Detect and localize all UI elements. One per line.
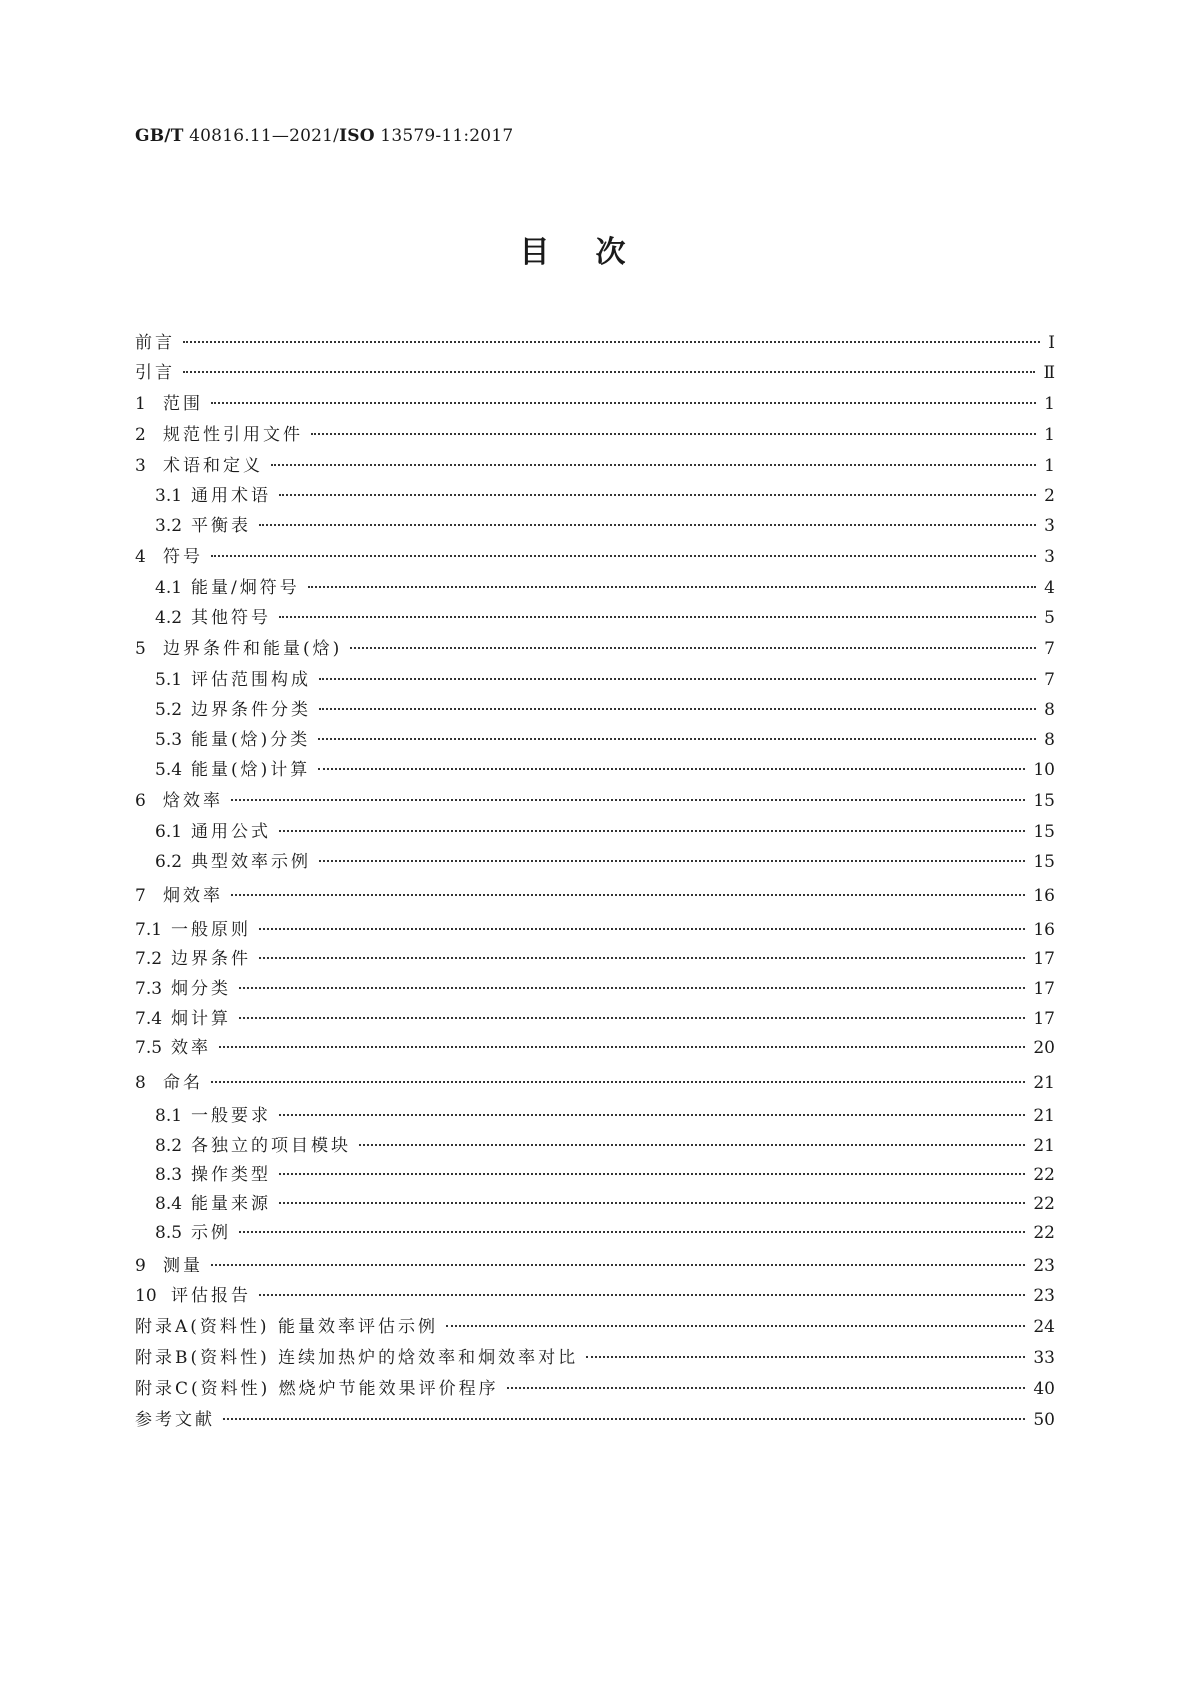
toc-entry[interactable] (135, 483, 1055, 509)
toc-entry[interactable] (135, 605, 1055, 631)
toc-text: 附录B(资料性) 连续加热炉的焓效率和炯效率对比 (135, 1348, 579, 1368)
toc-number: 9 (135, 1256, 146, 1276)
toc-entry[interactable] (135, 544, 1055, 570)
toc-entry[interactable] (135, 946, 1055, 972)
toc-number: 7.1 (135, 920, 163, 940)
toc-text: 规范性引用文件 (163, 425, 303, 445)
toc-page: 15 (1033, 822, 1055, 842)
toc-entry[interactable] (135, 1006, 1055, 1032)
toc-page: 3 (1044, 547, 1055, 567)
toc-text: 符号 (163, 547, 203, 567)
toc-text: 附录A(资料性) 能量效率评估示例 (135, 1317, 438, 1337)
toc-page: 40 (1033, 1379, 1055, 1399)
toc-number: 4 (135, 547, 146, 567)
toc-page: 15 (1033, 791, 1055, 811)
toc-entry[interactable] (135, 1407, 1055, 1433)
toc-entry[interactable] (135, 575, 1055, 601)
toc-text: 炯效率 (163, 886, 223, 906)
toc-number: 3.2 (155, 516, 183, 536)
toc-page: 5 (1044, 608, 1055, 628)
toc-text: 边界条件和能量(焓) (163, 639, 343, 659)
toc-entry[interactable] (135, 1345, 1055, 1371)
toc-text: 炯分类 (171, 979, 231, 999)
toc-entry[interactable] (135, 1133, 1055, 1159)
toc-number: 1 (135, 394, 146, 414)
standard-number (135, 126, 513, 146)
std-iso: ISO (339, 126, 375, 146)
toc-page: 16 (1033, 886, 1055, 906)
toc-page: 15 (1033, 852, 1055, 872)
toc-entry[interactable] (135, 1253, 1055, 1279)
toc-page: 8 (1044, 700, 1055, 720)
toc-text: 前言 (135, 333, 175, 353)
toc-number: 3 (135, 456, 146, 476)
toc-number: 5 (135, 639, 146, 659)
toc-entry[interactable] (135, 330, 1055, 356)
toc-text: 一般要求 (191, 1106, 271, 1126)
toc-number: 8.4 (155, 1194, 183, 1214)
toc-text: 能量/炯符号 (191, 578, 300, 598)
toc-number: 8.1 (155, 1106, 183, 1126)
toc-number: 7.4 (135, 1009, 163, 1029)
toc-page: 8 (1044, 730, 1055, 750)
toc-entry[interactable] (135, 360, 1055, 386)
toc-page: 1 (1044, 425, 1055, 445)
toc-entry[interactable] (135, 1035, 1055, 1061)
toc-number: 4.1 (155, 578, 183, 598)
toc-text: 通用公式 (191, 822, 271, 842)
toc-page: 16 (1033, 920, 1055, 940)
toc-text: 通用术语 (191, 486, 271, 506)
toc-text: 操作类型 (191, 1165, 271, 1185)
toc-number: 7.3 (135, 979, 163, 999)
toc-page: 20 (1033, 1038, 1055, 1058)
toc-page: 17 (1033, 1009, 1055, 1029)
toc-text: 边界条件 (171, 949, 251, 969)
toc-entry[interactable] (135, 636, 1055, 662)
toc-page: 17 (1033, 979, 1055, 999)
toc-number: 8.5 (155, 1223, 183, 1243)
toc-page: 21 (1033, 1106, 1055, 1126)
toc-page: 22 (1033, 1165, 1055, 1185)
toc-text: 典型效率示例 (191, 852, 311, 872)
toc-page: 2 (1044, 486, 1055, 506)
toc-entry[interactable] (135, 667, 1055, 693)
toc-entry[interactable] (135, 1162, 1055, 1188)
toc-number: 5.2 (155, 700, 183, 720)
toc-number: 4.2 (155, 608, 183, 628)
toc-entry[interactable] (135, 697, 1055, 723)
toc-number: 8 (135, 1073, 146, 1093)
toc-entry[interactable] (135, 1191, 1055, 1217)
toc-entry[interactable] (135, 849, 1055, 875)
toc-page: 50 (1033, 1410, 1055, 1430)
toc-page: 23 (1033, 1256, 1055, 1276)
toc-text: 术语和定义 (163, 456, 263, 476)
toc-page: 23 (1033, 1286, 1055, 1306)
toc-number: 6 (135, 791, 146, 811)
toc-text: 一般原则 (171, 920, 251, 940)
page-title: 目次 (519, 235, 672, 270)
std-gb: GB/T (135, 126, 184, 146)
toc-number: 8.2 (155, 1136, 183, 1156)
toc-text: 边界条件分类 (191, 700, 311, 720)
toc-entry[interactable] (135, 883, 1055, 909)
toc-page: 10 (1033, 760, 1055, 780)
toc-entry[interactable] (135, 788, 1055, 814)
toc-text: 能量(焓)分类 (191, 730, 311, 750)
toc-text: 能量(焓)计算 (191, 760, 311, 780)
toc-number: 8.3 (155, 1165, 183, 1185)
toc-number: 6.2 (155, 852, 183, 872)
toc-page: 24 (1033, 1317, 1055, 1337)
toc-entry[interactable] (135, 1283, 1055, 1309)
toc-page: Ⅰ (1048, 333, 1055, 353)
toc-text: 命名 (163, 1073, 203, 1093)
toc-entry[interactable] (135, 1070, 1055, 1096)
toc-text: 引言 (135, 363, 175, 383)
toc-entry[interactable] (135, 422, 1055, 448)
toc-entry[interactable] (135, 1103, 1055, 1129)
toc-entry[interactable] (135, 917, 1055, 943)
toc-text: 各独立的项目模块 (191, 1136, 351, 1156)
toc-text: 焓效率 (163, 791, 223, 811)
toc-text: 参考文献 (135, 1410, 215, 1430)
toc-number: 7.5 (135, 1038, 163, 1058)
toc-entry[interactable] (135, 757, 1055, 783)
toc-text: 炯计算 (171, 1009, 231, 1029)
toc-page: Ⅱ (1043, 363, 1055, 383)
toc-text: 范围 (163, 394, 203, 414)
toc-text: 测量 (163, 1256, 203, 1276)
toc-text: 附录C(资料性) 燃烧炉节能效果评价程序 (135, 1379, 499, 1399)
toc-page: 22 (1033, 1223, 1055, 1243)
toc-number: 5.1 (155, 670, 183, 690)
toc-entry[interactable] (135, 976, 1055, 1002)
toc-page: 1 (1044, 456, 1055, 476)
toc-number: 7 (135, 886, 146, 906)
toc-entry[interactable] (135, 1220, 1055, 1246)
toc-page: 7 (1044, 639, 1055, 659)
toc-text: 示例 (191, 1223, 231, 1243)
toc-page: 7 (1044, 670, 1055, 690)
toc-number: 2 (135, 425, 146, 445)
toc-number: 7.2 (135, 949, 163, 969)
toc-text: 能量来源 (191, 1194, 271, 1214)
toc-text: 效率 (171, 1038, 211, 1058)
toc-page: 21 (1033, 1073, 1055, 1093)
toc-number: 3.1 (155, 486, 183, 506)
toc-entry[interactable] (135, 453, 1055, 479)
toc-entry[interactable] (135, 391, 1055, 417)
std-iso-number: 13579-11:2017 (374, 126, 514, 146)
toc-number: 5.4 (155, 760, 183, 780)
toc-page: 1 (1044, 394, 1055, 414)
toc-entry[interactable] (135, 513, 1055, 539)
toc-entry[interactable] (135, 819, 1055, 845)
toc-entry[interactable] (135, 1376, 1055, 1402)
toc-number: 6.1 (155, 822, 183, 842)
toc-entry[interactable] (135, 1314, 1055, 1340)
toc-text: 平衡表 (191, 516, 251, 536)
toc-text: 评估范围构成 (191, 670, 311, 690)
std-number: 40816.11—2021/ (183, 126, 340, 146)
toc-page: 4 (1044, 578, 1055, 598)
toc-text: 其他符号 (191, 608, 271, 628)
toc-page: 3 (1044, 516, 1055, 536)
toc-page: 22 (1033, 1194, 1055, 1214)
toc-page: 17 (1033, 949, 1055, 969)
toc-page: 21 (1033, 1136, 1055, 1156)
toc-number: 5.3 (155, 730, 183, 750)
toc-number: 10 (135, 1286, 157, 1306)
toc-text: 评估报告 (171, 1286, 251, 1306)
toc-entry[interactable] (135, 727, 1055, 753)
toc-page: 33 (1033, 1348, 1055, 1368)
